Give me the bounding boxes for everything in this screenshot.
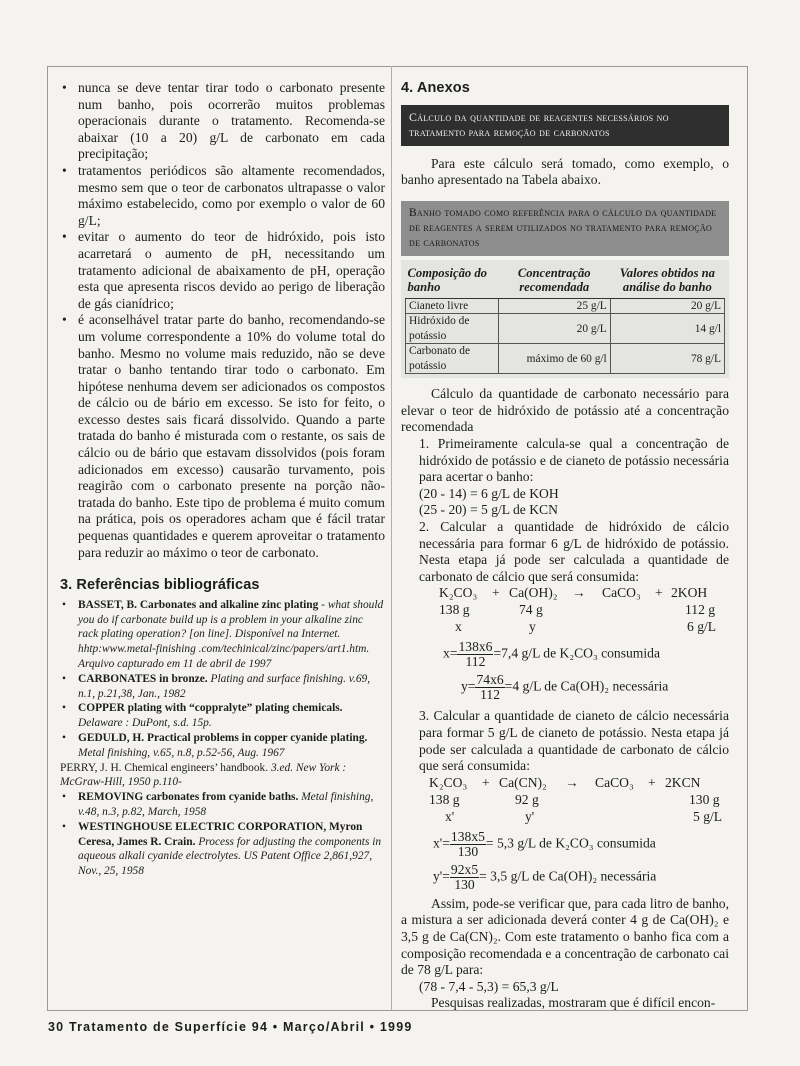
calc-intro: Cálculo da quantidade de carbonato necessário para elevar o teor de hidróxido de potássio até a concentração recomendada [401, 386, 729, 435]
list-item: • tratamentos periódicos são altamente recomendados, mesmo sem que o teor de carbonatos ultrapasse o valor máximo estabelecido, como por exemplo o valor de 60 g/L; [60, 163, 385, 229]
intro-text: Para este cálculo será tomado, como exemplo, o banho apresentado na Tabela abaixo. [401, 155, 729, 188]
page-footer: 30 Tratamento de Superfície 94 • Março/Abril • 1999 [48, 1020, 413, 1034]
calc-y: y= $\frac{74x6}{112}$ =4 g/L de Ca(OH)₂ necessária [461, 672, 669, 703]
reaction-1-formula: K₂CO₃ + Ca(OH)₂ → CaCO₃ + 2KOH [439, 585, 708, 601]
step-1: 1. Primeiramente calcula-se qual a concentração de hidróxido de potássio e de cianeto de potássio necessária para acertar o banho: (20 - 14) = 6 g/L de KOH (25 - 20) = 5 g/L de KCN [419, 436, 729, 518]
annex-heading: 4. Anexos [401, 80, 470, 96]
reference-item-perry: PERRY, J. H. Chemical engineers’ handbook. 3.ed. New York : McGraw-Hill, 1950 p.110- [60, 761, 347, 789]
step-2: 2. Calcular a quantidade de hidróxido de cálcio necessária para formar 6 g/L de hidróxido de potássio. Nesta etapa já pode ser calculada a quantidade de carbonato de cálcio que será consumida: K₂CO₃ + Ca(OH)₂ → CaCO₃ + 2KOH 138 g 74 g 112 g x y 6 g/L x= $\frac{138x6}{112}$ =7,4 g/L de K₂CO₃ consumida y= $\frac{74x6}{112}$ =4 g/L de Ca(OH)₂ necessária [419, 519, 729, 703]
table-row: Hidróxido de potássio 20 g/L 14 g/l [406, 314, 725, 344]
list-item: • nunca se deve tentar tirar todo o carbonato presente num banho, pois ocorrerão muitos problemas operacionais durante o tratamento. Recomenda-se abaixar (10 a 20) g/L de carbonato em cada precipitação; [60, 80, 385, 163]
recommendation-list [60, 80, 385, 561]
calc-x: x= $\frac{138x6}{112}$ =7,4 g/L de K₂CO₃ consumida [443, 639, 660, 670]
bath-table-wrap [401, 260, 729, 379]
reference-item: • COPPER plating with “coppralyte” plating chemicals. Delaware : DuPont, s.d. 15p. [60, 701, 385, 731]
step-1-result-kcn: (25 - 20) = 5 g/L de KCN [419, 502, 558, 518]
table-row: Cianeto livre 25 g/L 20 g/L [406, 298, 725, 314]
reference-item: • WESTINGHOUSE ELECTRIC CORPORATION, Myron Ceresa, James R. Crain. Process for adjusting the components in aqueous alkali cyanide electrolytes. US Patent Office 2,861,927, Nov., 25, 1958 [60, 820, 385, 879]
references-list [60, 598, 385, 761]
reaction-2-vars: x' y' 5 g/L [445, 808, 723, 824]
reaction-2-formula: K₂CO₃ + Ca(CN)₂ → CaCO₃ + 2KCN [429, 774, 701, 790]
list-item: • é aconselhável tratar parte do banho, recomendando-se um volume correspondente a 10% do volume total do banho. Mesmo no volume mais reduzido, não se deve tratar o banho tentando tirar todo o carbonato. Em hipótese nenhuma devem ser adicionados os compostos de cálcio ou de bário em excesso. Se isto for feito, o excesso destes sais ficará dissolvido. Quando a parte tratada do banho é misturada com o restante, os sais de cálcio ou de bário que estavam dissolvidos (pois foram adicionados em excesso) causarão turvamento, pois reagirão com o carbonato presente na porção não-tratada do banho. Este tipo de problema é muito comum na prática, pois os operadores acham que é fácil tratar pequenas quantidades e querem aproveitar o tratamento para reduzir ao máximo o teor de carbonato. [60, 312, 385, 561]
table-header: Valores obtidos na análise do banho [610, 260, 724, 299]
conclusion-text: Assim, pode-se verificar que, para cada litro de banho, a mistura a ser adicionada deverá conter 4 g de Ca(OH)₂ e 3,5 g de Ca(CN)₂. Com este tratamento o banho fica com a composição recomendada e a concentração de carbonato cai de 78 g/L para: [401, 895, 729, 978]
right-column [401, 80, 729, 1012]
bath-composition-table [405, 260, 725, 375]
step-1-result-koh: (20 - 14) = 6 g/L de KOH [419, 485, 559, 501]
reaction-2-masses: 138 g 92 g 130 g [429, 791, 720, 807]
calc-y-prime: y'= $\frac{92x5}{130}$ = 3,5 g/L de Ca(OH)₂ necessária [433, 861, 657, 892]
calc-box-title: Cálculo da quantidade de reagentes necessários no tratamento para remoção de carbonatos [401, 105, 729, 146]
reaction-1-masses: 138 g 74 g 112 g [439, 602, 716, 618]
list-item: • evitar o aumento do teor de hidróxido, pois isto acarretará o aumento de pH, necessitando um tratamento adicional de abaixamento de pH, operação esta que apresenta riscos devido ao perigo de liberação de gás cianídrico; [60, 229, 385, 312]
table-header: Composição do banho [406, 260, 499, 299]
reference-item: • CARBONATES in bronze. Plating and surface finishing. v.69, n.1, p.21,38, Jan., 1982 [60, 672, 385, 702]
step-3: 3. Calcular a quantidade de cianeto de cálcio necessária para formar 5 g/L de cianeto de potássio. Nesta etapa já pode ser calculada a quantidade de carbonato de cálcio que será consumida: K₂CO₃ + Ca(CN)₂ → CaCO₃ + 2KCN 138 g 92 g 130 g x' y' 5 g/L x'= $\frac{138x5}{130}$ = 5,3 g/L de K₂CO₃ consumida y'= $\frac{92x5}{130}$ = 3,5 g/L de Ca(OH)₂ necessária [419, 708, 729, 892]
table-header: Concentração recomendada [498, 260, 610, 299]
reaction-1-vars: x y 6 g/L [455, 619, 717, 635]
calc-x-prime: x'= $\frac{138x5}{130}$ = 5,3 g/L de K₂CO₃ consumida [433, 828, 656, 859]
references-list-cont [60, 790, 385, 879]
references-heading: 3. Referências bibliográficas [60, 577, 260, 594]
result-line: (78 - 7,4 - 5,3) = 65,3 g/L [419, 978, 559, 994]
left-column [60, 80, 385, 879]
continuation-text: Pesquisas realizadas, mostraram que é difícil encon- [431, 995, 716, 1011]
reference-item: • REMOVING carbonates from cyanide baths. Metal finishing, v.48, n.3, p.82, March, 1958 [60, 790, 385, 820]
column-divider [391, 66, 392, 1010]
table-row: Carbonato de potássio máximo de 60 g/l 78 g/L [406, 344, 725, 374]
table-caption: Banho tomado como referência para o cálculo da quantidade de reagentes a serem utilizados no tratamento para remoção de carbonatos [401, 201, 729, 256]
reference-item: • BASSET, B. Carbonates and alkaline zinc plating - what should you do if carbonate build up is a problem in your alkaline zinc rack plating operation? [on line]. Disponível na Internet. hhtp:www.metal-finishing .com/techinical/zinc/papers/art1.htm. Arquivo capturado em 11 de abril de 1997 [60, 598, 385, 672]
reference-item: • GEDULD, H. Practical problems in copper cyanide plating. Metal finishing, v.65, n.8, p.52-56, Aug. 1967 [60, 731, 385, 761]
